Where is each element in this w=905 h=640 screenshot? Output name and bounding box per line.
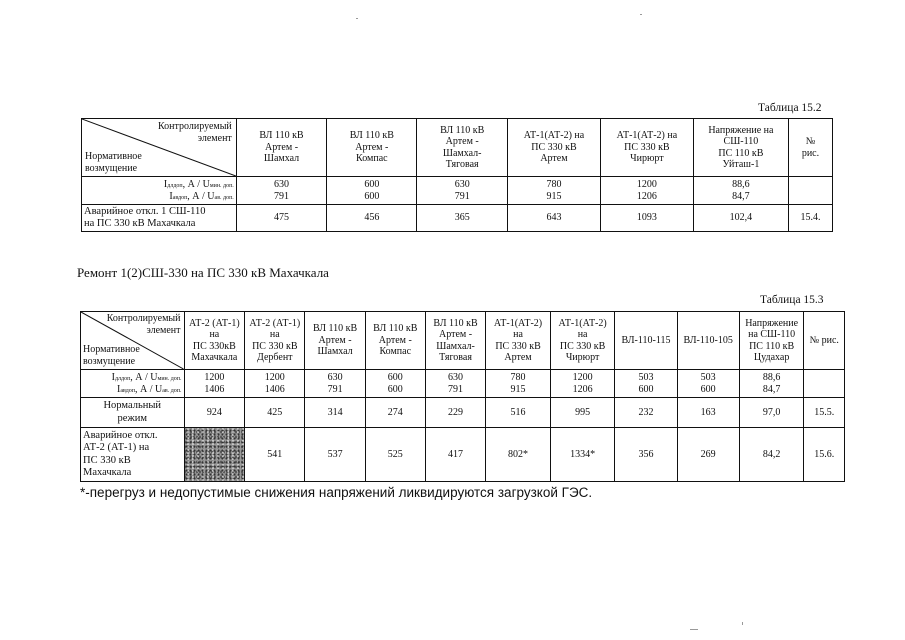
t2-value-cell: 15.6.	[804, 428, 845, 482]
t2-value-cell: 425	[245, 398, 305, 428]
corner-bottom-line: Нормативное	[83, 344, 140, 355]
limit-label-2: Iавдоп, А / Uав. доп.	[117, 383, 182, 395]
t2-limit-cell	[804, 370, 845, 398]
table1-caption: Таблица 15.2	[758, 102, 822, 114]
t2-value-cell: 356	[615, 428, 677, 482]
t2-limit-cell: 1200 1206	[550, 370, 615, 398]
t1-value-cell: 102,4	[693, 205, 788, 232]
t1-limit-cell: 780 915	[507, 177, 600, 205]
t2-value-cell: 1334*	[550, 428, 615, 482]
t2-limit-cell: 780 915	[486, 370, 551, 398]
scan-speck	[742, 622, 743, 625]
footnote: *-перегруз и недопустимые снижения напряжений ликвидируются загрузкой ГЭС.	[80, 485, 593, 500]
table2-corner-bottom	[83, 344, 140, 367]
t2-value-cell: 541	[245, 428, 305, 482]
t2-col-header: Напряжение на СШ-110 ПС 110 кВ Цудахар	[739, 312, 804, 370]
t1-value-cell: 365	[417, 205, 508, 232]
limit-label-1: Iдлдоп, А / Uмин. доп.	[163, 179, 234, 190]
table2-caption: Таблица 15.3	[760, 294, 824, 306]
t2-limit-cell: 1200 1406	[184, 370, 245, 398]
t2-value-cell: 537	[305, 428, 365, 482]
t2-value-cell: 274	[365, 398, 425, 428]
t2-value-cell: 417	[425, 428, 485, 482]
t2-col-header: АТ-2 (АТ-1) на ПС 330 кВ Дербент	[245, 312, 305, 370]
table2-corner-cell	[81, 312, 185, 370]
t2-col-header: АТ-2 (АТ-1) на ПС 330кВ Махачкала	[184, 312, 245, 370]
corner-bottom-line: возмущение	[85, 162, 138, 174]
t1-limit-cell: 600 600	[327, 177, 417, 205]
t1-value-cell: 456	[327, 205, 417, 232]
t1-limit-cell: 88,6 84,7	[693, 177, 788, 205]
t2-value-cell: 97,0	[739, 398, 804, 428]
t2-value-cell: 15.5.	[804, 398, 845, 428]
scan-noise-patch	[184, 428, 245, 482]
t2-col-header: АТ-1(АТ-2) на ПС 330 кВ Чирюрт	[550, 312, 615, 370]
t2-value-cell: 995	[550, 398, 615, 428]
t2-row-label: Аварийное откл. АТ-2 (АТ-1) на ПС 330 кВ Махачкала	[81, 428, 185, 482]
t1-col-header: ВЛ 110 кВ Артем - Шамхал	[236, 119, 326, 177]
t2-value-cell: 269	[677, 428, 739, 482]
t1-limit-cell: 630 791	[236, 177, 326, 205]
scan-speck	[690, 629, 698, 630]
table2-corner-top	[107, 313, 181, 336]
t1-limit-cell: 1200 1206	[600, 177, 693, 205]
t2-limit-cell: 630 791	[305, 370, 365, 398]
t2-col-header: ВЛ-110-115	[615, 312, 677, 370]
t2-col-header: ВЛ 110 кВ Артем - Шамхал	[305, 312, 365, 370]
t2-value-cell: 232	[615, 398, 677, 428]
table-15-3	[80, 311, 845, 482]
t2-limit-cell: 503 600	[615, 370, 677, 398]
t1-value-cell: 643	[507, 205, 600, 232]
t1-col-header: № рис.	[788, 119, 832, 177]
corner-top-line: элемент	[146, 324, 181, 336]
t2-row-label: Нормальный режим	[81, 398, 185, 428]
table1-corner-cell	[82, 119, 237, 177]
t2-limit-cell: 503 600	[677, 370, 739, 398]
t1-value-cell: 475	[236, 205, 326, 232]
t2-value-cell: 525	[365, 428, 425, 482]
corner-top-line: Контролируемый	[157, 121, 232, 132]
table-row	[81, 398, 845, 428]
t1-limit-cell	[788, 177, 832, 205]
t1-value-cell: 1093	[600, 205, 693, 232]
t1-col-header: ВЛ 110 кВ Артем - Компас	[327, 119, 417, 177]
t2-limit-cell: 600 600	[365, 370, 425, 398]
t1-col-header: ВЛ 110 кВ Артем - Шамхал- Тяговая	[417, 119, 508, 177]
corner-top-line: Контролируемый	[106, 313, 181, 324]
t2-value-cell: 84,2	[739, 428, 804, 482]
t1-limit-cell: 630 791	[417, 177, 508, 205]
t2-value-cell: 163	[677, 398, 739, 428]
corner-bottom-line: возмущение	[83, 355, 136, 367]
t2-value-cell: 516	[486, 398, 551, 428]
t1-col-header: АТ-1(АТ-2) на ПС 330 кВ Артем	[507, 119, 600, 177]
t2-value-cell: 924	[184, 398, 245, 428]
t2-limit-cell: 1200 1406	[245, 370, 305, 398]
scan-speck	[356, 18, 358, 19]
table-row	[82, 205, 833, 232]
scan-speck	[640, 14, 642, 15]
limit-label-1: Iдлдоп, А / Uмин. доп.	[111, 372, 182, 383]
t2-col-header: ВЛ 110 кВ Артем - Компас	[365, 312, 425, 370]
table1-corner-top	[158, 121, 232, 144]
t2-col-header: ВЛ 110 кВ Артем - Шамхал- Тяговая	[425, 312, 485, 370]
table1-corner-bottom	[85, 151, 142, 174]
t1-limit-labels	[82, 177, 237, 205]
t1-value-cell: 15.4.	[788, 205, 832, 232]
t2-col-header: ВЛ-110-105	[677, 312, 739, 370]
t2-limit-cell: 88,6 84,7	[739, 370, 804, 398]
t1-row-label: Аварийное откл. 1 СШ-110 на ПС 330 кВ Махачкала	[82, 205, 237, 232]
t1-col-header: АТ-1(АТ-2) на ПС 330 кВ Чирюрт	[600, 119, 693, 177]
t2-limit-labels	[81, 370, 185, 398]
t2-value-cell: 229	[425, 398, 485, 428]
t2-limit-cell: 630 791	[425, 370, 485, 398]
corner-top-line: элемент	[197, 132, 232, 144]
t2-value-cell: 314	[305, 398, 365, 428]
t2-col-header: АТ-1(АТ-2) на ПС 330 кВ Артем	[486, 312, 551, 370]
table-15-2	[81, 118, 833, 232]
table-row	[81, 428, 845, 482]
corner-bottom-line: Нормативное	[85, 151, 142, 162]
t1-col-header: Напряжение на СШ-110 ПС 110 кВ Уйташ-1	[693, 119, 788, 177]
t2-value-cell: 802*	[486, 428, 551, 482]
limit-label-2: Iавдоп, А / Uав. доп.	[169, 190, 234, 202]
section-title: Ремонт 1(2)СШ-330 на ПС 330 кВ Махачкала	[77, 265, 329, 280]
t2-col-header: № рис.	[804, 312, 845, 370]
